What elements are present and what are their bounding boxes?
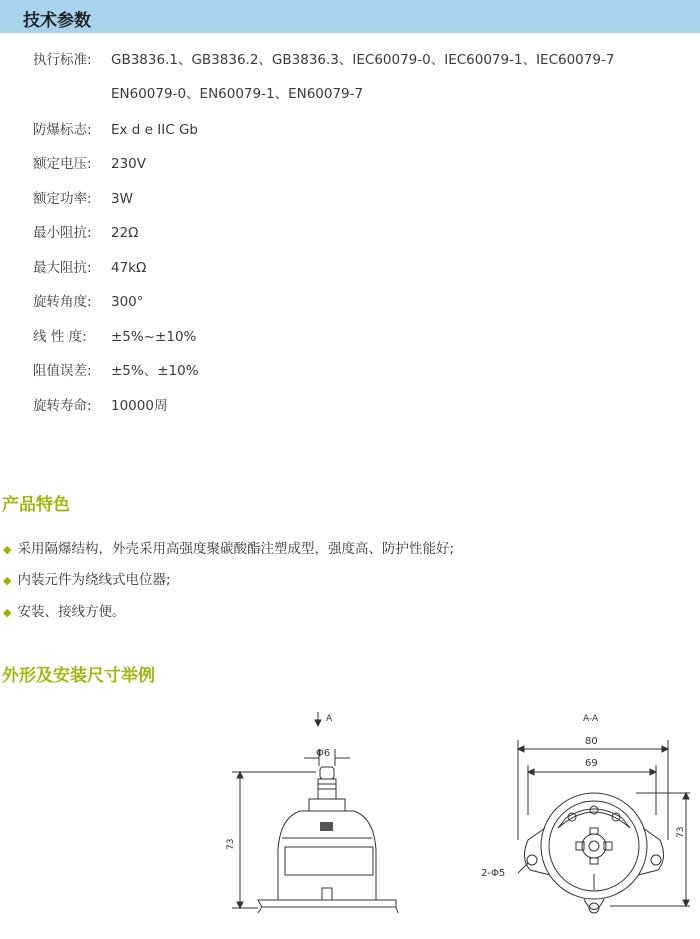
- spec-value: ±5%~±10%: [111, 329, 197, 345]
- shaft-diameter-label: Φ6: [316, 748, 331, 759]
- spec-value: 230V: [111, 156, 147, 172]
- dimensions-title: 外形及安装尺寸举例: [2, 666, 155, 686]
- feature-item: [3, 537, 454, 557]
- feature-text: 采用隔爆结构，外壳采用高强度聚碳酸酯注塑成型，强度高、防护性能好;: [17, 541, 455, 557]
- spec-row-ex-mark: [33, 118, 198, 138]
- front-height-label: 73: [226, 838, 236, 850]
- inner-width-label: 69: [585, 758, 598, 769]
- spec-key: 额定电压:: [33, 156, 92, 172]
- feature-item: [3, 600, 125, 620]
- spec-row-standard: [33, 48, 614, 68]
- spec-key: 阻值误差:: [33, 363, 92, 379]
- section-mark-label: A: [326, 714, 333, 724]
- spec-value: 22Ω: [111, 225, 139, 241]
- spec-row-power: [33, 187, 133, 207]
- diamond-bullet-icon: ◆: [3, 606, 12, 619]
- spec-key: 执行标准:: [33, 52, 92, 68]
- spec-row-tolerance: [33, 359, 199, 379]
- front-view-drawing: [232, 712, 398, 913]
- spec-value: GB3836.1、GB3836.2、GB3836.3、IEC60079-0、IEC60079-1、IEC60079-7: [111, 52, 615, 68]
- diamond-bullet-icon: ◆: [3, 574, 12, 587]
- spec-header-bar: [0, 0, 700, 33]
- feature-text: 内装元件为绕线式电位器;: [17, 572, 171, 588]
- spec-row-life: [33, 394, 167, 414]
- spec-row-min-resistance: [33, 221, 139, 241]
- feature-item: [3, 568, 171, 588]
- spec-key: 额定功率:: [33, 191, 92, 207]
- section-height-label: 73: [676, 826, 686, 838]
- spec-header-title: 技术参数: [23, 11, 91, 31]
- spec-value: 300°: [111, 294, 144, 310]
- spec-row-max-resistance: [33, 256, 146, 276]
- diamond-bullet-icon: ◆: [3, 543, 12, 556]
- spec-key: 旋转寿命:: [33, 398, 92, 414]
- spec-value-continued: EN60079-0、EN60079-1、EN60079-7: [111, 86, 364, 102]
- spec-value: ±5%、±10%: [111, 363, 199, 379]
- spec-key: 最小阻抗:: [33, 225, 92, 241]
- spec-key: 防爆标志:: [33, 122, 92, 138]
- features-title: 产品特色: [2, 495, 70, 515]
- mounting-holes-label: 2-Φ5: [481, 868, 506, 879]
- spec-value: 3W: [111, 191, 133, 207]
- spec-row-voltage: [33, 152, 146, 172]
- spec-value: 47kΩ: [111, 260, 147, 276]
- spec-row-linearity: [33, 325, 196, 345]
- spec-key: 线 性 度:: [33, 329, 87, 345]
- section-view-label: A-A: [583, 714, 599, 724]
- spec-row-rotation-angle: [33, 290, 144, 310]
- spec-key: 旋转角度:: [33, 294, 92, 310]
- spec-value: 10000周: [111, 398, 168, 414]
- spec-key: 最大阻抗:: [33, 260, 92, 276]
- outer-width-label: 80: [585, 736, 598, 747]
- spec-value: Ex d e IIC Gb: [111, 122, 198, 138]
- section-view-drawing: [518, 740, 690, 913]
- dimension-drawing: [0, 700, 700, 939]
- feature-text: 安装、接线方便。: [17, 604, 126, 620]
